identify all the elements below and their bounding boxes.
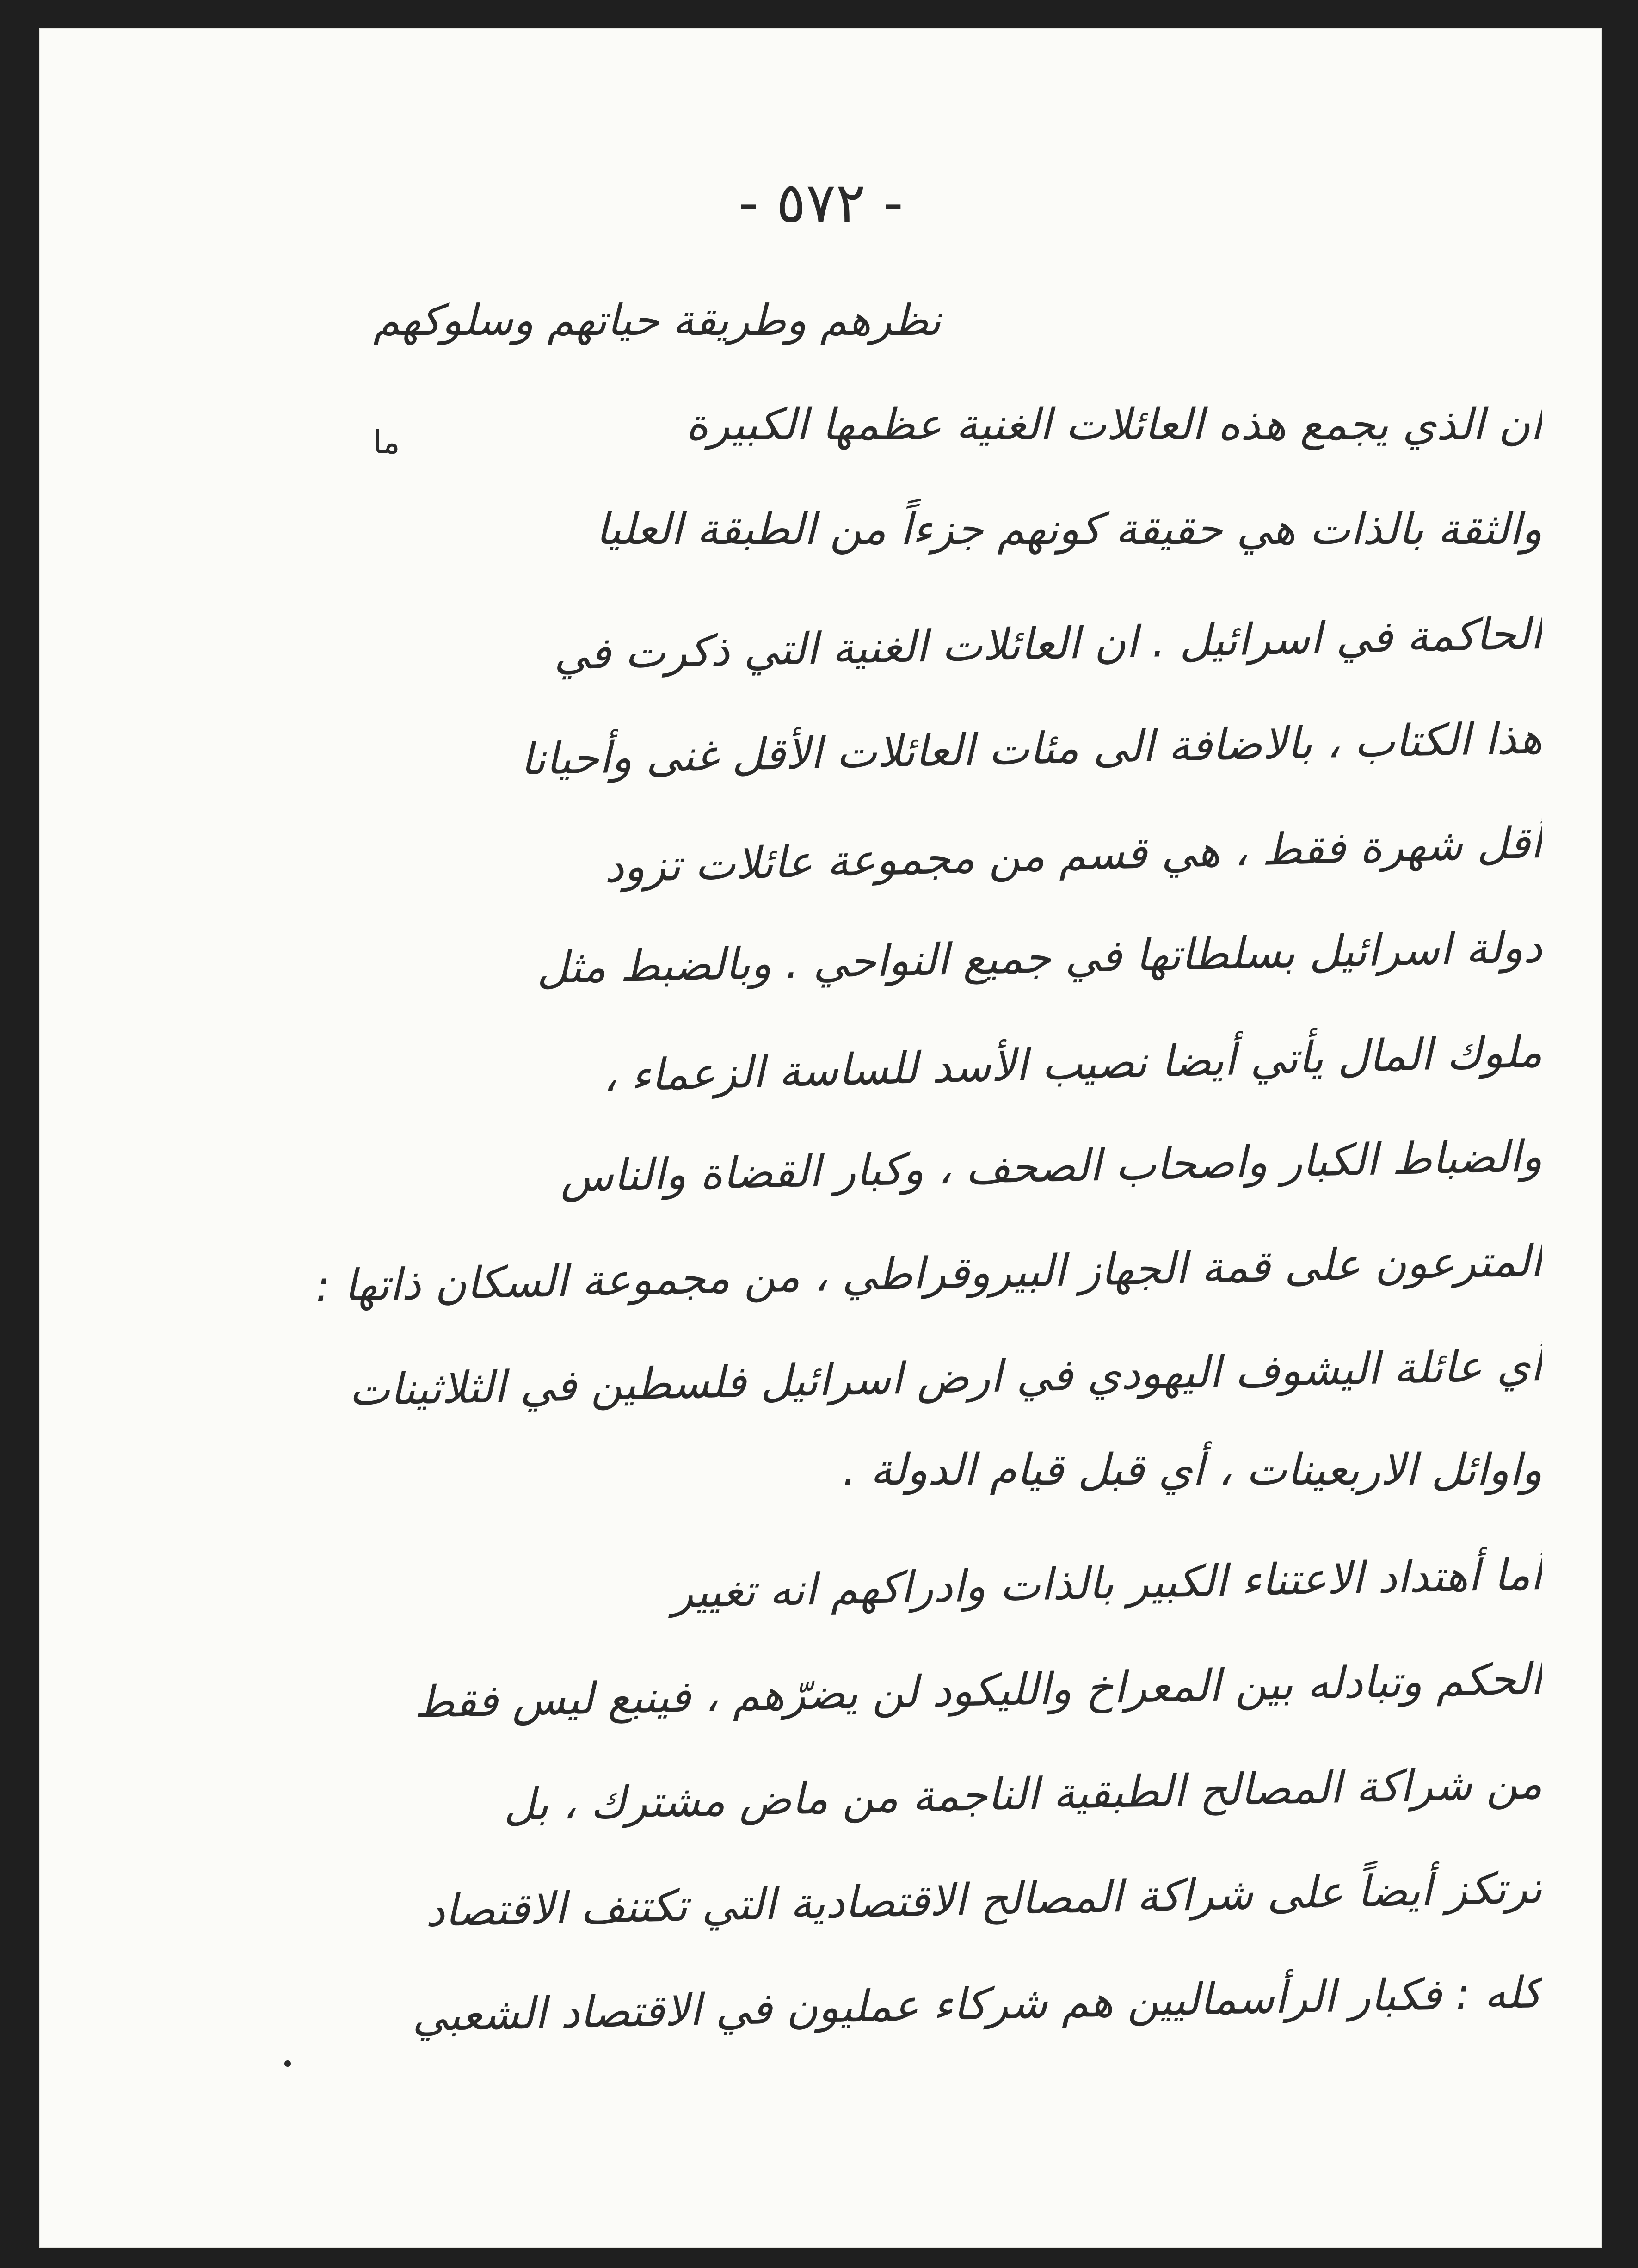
handwritten-text-block [113,268,1542,2045]
text-line: المترعون على قمة الجهاز البيروقراطي ، من مجموعة السكان ذاتها : [315,1236,1543,1312]
text-line: ترتكز أيضاً على شراكة المصالح الاقتصادية التي تكتنف الاقتصاد [425,1863,1543,1937]
text-line: الحكم وتبادله بين المعراخ والليكود لن يضرّهم ، فينبع ليس فقط [413,1654,1543,1728]
ink-dot [284,2060,291,2067]
text-line: ملوك المال يأتي أيضا نصيب الأسد للساسة الزعماء ، [602,1027,1543,1102]
text-line: أقل شهرة فقط ، هي قسم من مجموعة عائلات تزود [603,818,1543,893]
text-line: والثقة بالذات هي حقيقة كونهم جزءاً من الطبقة العليا [596,504,1542,555]
text-line: كله : فكبار الرأسماليين هم شركاء عمليون في الاقتصاد الشعبي [412,1967,1543,2042]
text-line: من شراكة المصالح الطبقية الناجمة من ماض مشترك ، بل [503,1758,1543,1831]
page-number: - ٥٧٢ - [738,171,904,235]
text-line: نظرهم وطريقة حياتهم وسلوكهم [373,296,941,345]
text-line: والضباط الكبار واصحاب الصحف ، وكبار القضاة والناس [560,1131,1543,1202]
text-line: أي عائلة اليشوف اليهودي في ارض اسرائيل فلسطين في الثلاثينات [348,1340,1543,1416]
inserted-word: ما [373,423,400,461]
text-line: الحاكمة في اسرائيل . ان العائلات الغنية التي ذكرت في [553,609,1543,680]
text-line: دولة اسرائيل بسلطاتها في جميع النواحي . وبالضبط مثل [536,922,1543,994]
text-line: ان الذي يجمع هذه العائلات الغنية عظمها الكبيرة [685,400,1542,450]
manuscript-page [39,28,1602,2248]
text-line: هذا الكتاب ، بالاضافة الى مئات العائلات الأقل غنى وأحيانا [520,713,1543,785]
text-line: واوائل الاربعينات ، أي قبل قيام الدولة . [842,1445,1542,1495]
text-line: أما أهتداد الاعتناء الكبير بالذات وادراكهم انه تغيير [671,1549,1543,1618]
